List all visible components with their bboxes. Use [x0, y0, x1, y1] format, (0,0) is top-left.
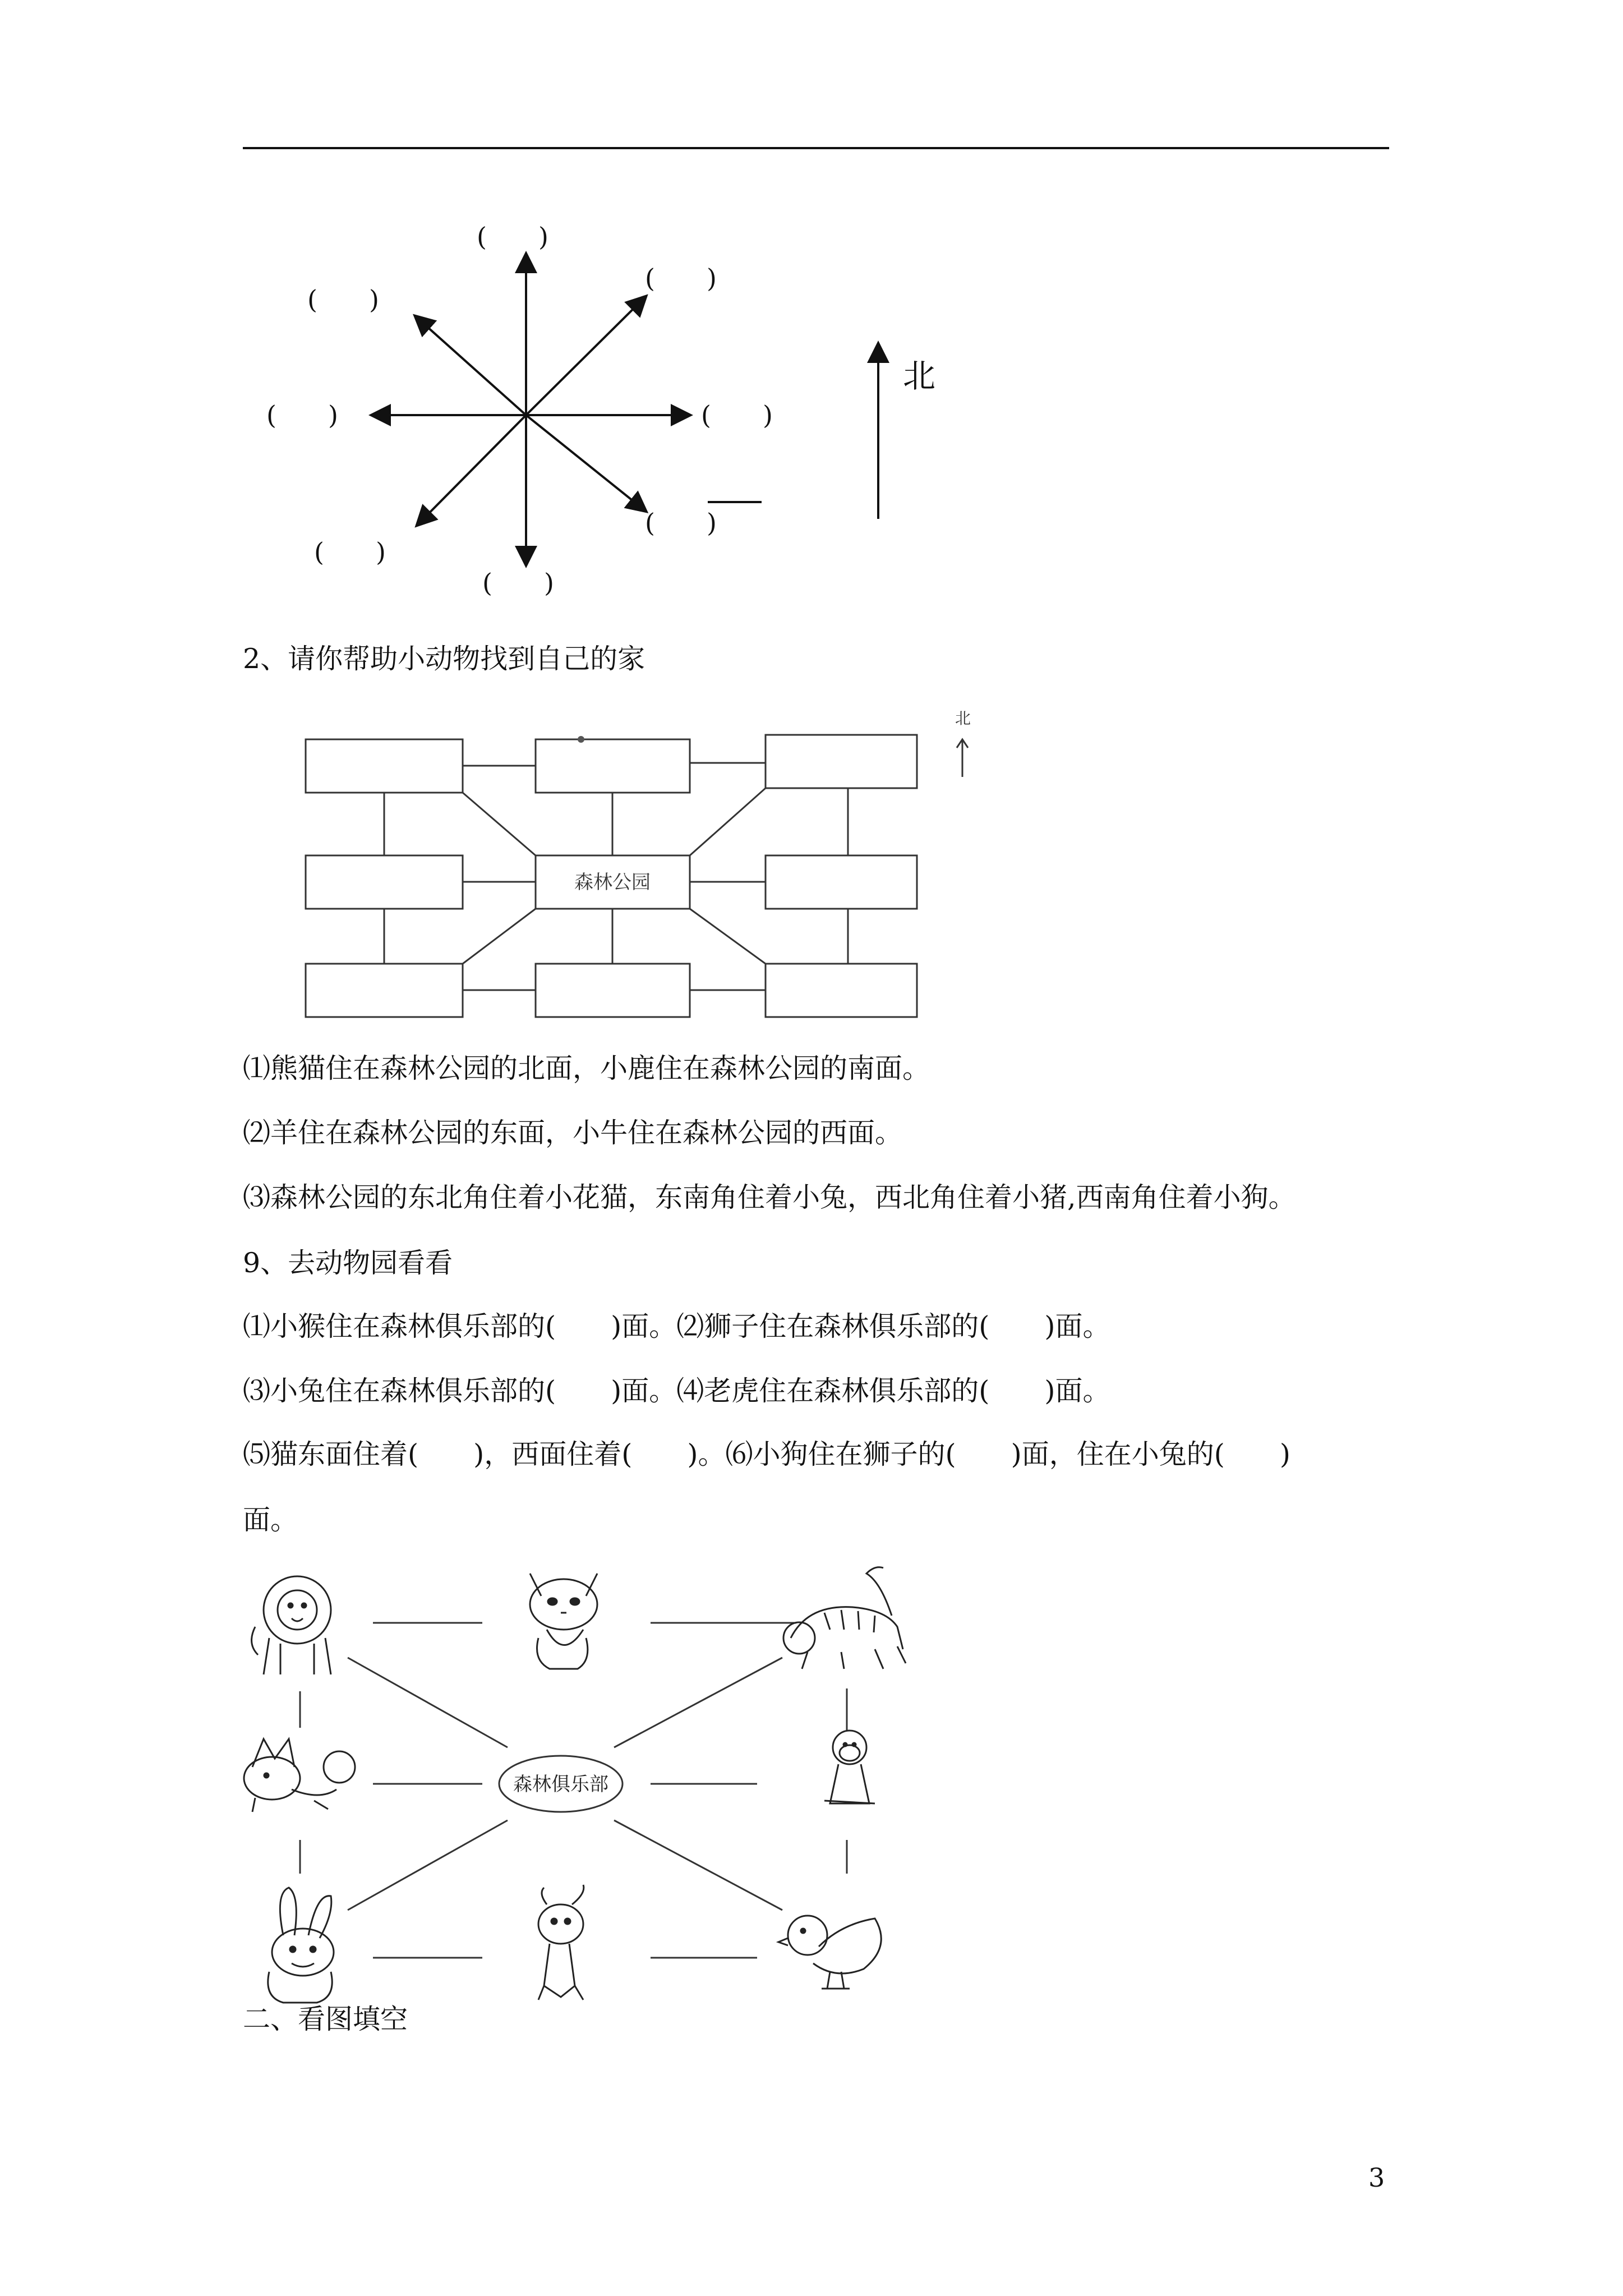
q2-line-3: ⑶森林公园的东北角住着小花猫，东南角住着小兔，西北角住着小猪,西南角住着小狗。 — [243, 1181, 1296, 1213]
center-label: 森林公园 — [574, 871, 651, 894]
section2-title: 二、看图填空 — [243, 2003, 408, 2035]
blank-northwest: ( ) — [307, 284, 379, 315]
blank-north: ( ) — [477, 222, 548, 252]
q2-title: 2、请你帮助小动物找到自己的家 — [243, 643, 645, 675]
q9-line-2: ⑶小兔住在森林俱乐部的( )面。⑷老虎住在森林俱乐部的( )面。 — [243, 1375, 1110, 1407]
blank-southeast: ( ) — [645, 508, 717, 538]
lion-icon — [252, 1576, 331, 1674]
blank-northeast: ( ) — [645, 263, 717, 293]
rabbit-icon — [268, 1888, 334, 2003]
q9-line-3: ⑸猫东面住着( )，西面住着( )。⑹小狗住在狮子的( )面，住在小兔的( ) — [243, 1438, 1290, 1470]
q9-line-4: 面。 — [243, 1504, 298, 1536]
deer-icon — [538, 1885, 584, 2000]
q9-line-1: ⑴小猴住在森林俱乐部的( )面。⑵狮子住在森林俱乐部的( )面。 — [243, 1310, 1110, 1342]
chick-icon — [778, 1916, 881, 1989]
grid-north-label: 北 — [955, 709, 971, 728]
q2-line-2: ⑵羊住在森林公园的东面，小牛住在森林公园的西面。 — [243, 1117, 903, 1149]
club-label: 森林俱乐部 — [513, 1773, 608, 1796]
blank-west: ( ) — [266, 400, 338, 430]
blank-south: ( ) — [482, 568, 554, 598]
blank-southwest: ( ) — [314, 537, 386, 567]
q9-title: 9、去动物园看看 — [243, 1247, 453, 1279]
north-label: 北 — [903, 357, 936, 395]
page-number: 3 — [1368, 2162, 1385, 2193]
blank-east: ( ) — [701, 400, 773, 430]
tiger-icon — [783, 1567, 906, 1669]
monkey-icon — [824, 1731, 875, 1803]
dog-icon — [244, 1739, 355, 1812]
cat-icon — [530, 1573, 597, 1669]
q2-line-1: ⑴熊猫住在森林公园的北面，小鹿住在森林公园的南面。 — [243, 1052, 930, 1084]
